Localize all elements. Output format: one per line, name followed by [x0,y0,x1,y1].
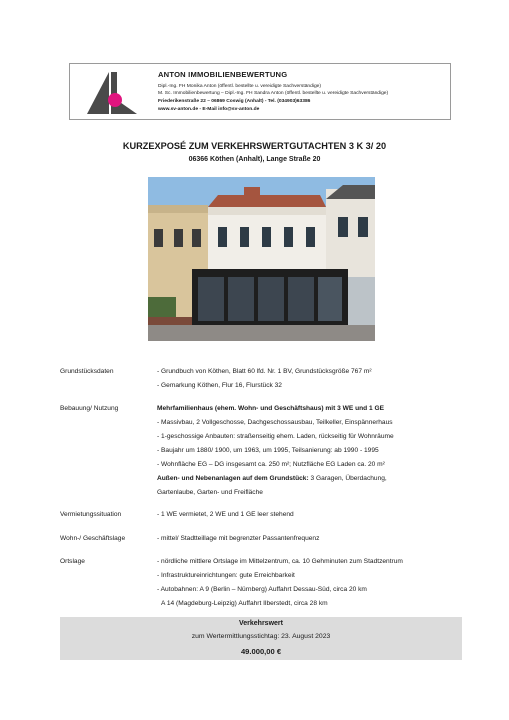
bebauung-line-5: Gartenlaube, Garten- und Freifläche [157,489,263,496]
label-bebauung: Bebauung/ Nutzung [60,405,119,412]
firm-name: ANTON IMMOBILIENBEWERTUNG [158,70,288,79]
verkehrswert-amount: 49.000,00 € [240,647,282,656]
firm-address: Friederikenstraße 22 – 06869 Coswig (Anhalt) - Tel. (034903)63386 [158,99,311,104]
verkehrswert-box [60,617,462,660]
label-ortslage: Ortslage [60,558,85,565]
firm-line-2: M. Sc. Immobilienbewertung – Dipl.-Ing. FH Sandra Anton (öffentl. bestellte u. vereidigte Sachverständige) [158,91,389,96]
bebauung-line-1: - Massivbau, 2 Vollgeschosse, Dachgeschossausbau, Teilkeller, Einspännerhaus [157,419,393,426]
ortslage-line-4: A 14 (Magdeburg-Leipzig) Auffahrt Ilberstedt, circa 28 km [161,600,328,607]
bebauung-heading: Mehrfamilienhaus (ehem. Wohn- und Geschäftshaus) mit 3 WE und 1 GE [157,405,385,412]
bebauung-line-3: - Baujahr um 1880/ 1900, um 1963, um 1995, Teilsanierung: ab 1990 - 1995 [157,447,379,454]
grundstueck-line-1: - Grundbuch von Köthen, Blatt 60 lfd. Nr. 1 BV, Grundstücksgröße 767 m² [157,368,372,375]
label-wohnlage: Wohn-/ Geschäftslage [60,535,126,542]
company-logo-icon [87,70,137,115]
bebauung-line-2: - 1-geschossige Anbauten: straßenseitig ehem. Laden, rückseitig für Wohnräume [157,433,394,440]
firm-line-1: Dipl.-Ing. FH Monika Anton (öffentl. bestellte u. vereidigte Sachverständige) [158,84,322,89]
ortslage-line-3: - Autobahnen: A 9 (Berlin – Nürnberg) Auffahrt Dessau-Süd, circa 20 km [157,586,367,593]
aussenanlagen-text: 3 Garagen, Überdachung, [308,475,387,482]
bebauung-aussenanlagen [157,475,387,482]
ortslage-line-2: - Infrastruktureinrichtungen: gute Erreichbarkeit [157,572,295,579]
label-grundstuecksdaten: Grundstücksdaten [60,368,114,375]
wohnlage-line-1: - mittel/ Stadtteillage mit begrenzter Passantenfrequenz [157,535,320,542]
letterhead [69,63,451,120]
ortslage-line-1: - nördliche mittlere Ortslage im Mittelzentrum, ca. 10 Gehminuten zum Stadtzentrum [157,558,403,565]
building-photo [148,177,375,341]
firm-contact: www.sv-anton.de - E-Mail info@sv-anton.de [158,107,260,112]
document-title: KURZEXPOSÉ ZUM VERKEHRSWERTGUTACHTEN 3 K 3/ 20 [122,141,387,151]
vermietung-line-1: - 1 WE vermietet, 2 WE und 1 GE leer stehend [157,511,294,518]
label-vermietung: Vermietungssituation [60,511,122,518]
grundstueck-line-2: - Gemarkung Köthen, Flur 16, Flurstück 32 [157,382,282,389]
bebauung-line-4: - Wohnfläche EG – DG insgesamt ca. 250 m²; Nutzfläche EG Laden ca. 20 m² [157,461,385,468]
aussenanlagen-heading: Außen- und Nebenanlagen auf dem Grundstück: [157,475,309,482]
verkehrswert-date: zum Wertermittlungsstichtag: 23. August 2023 [191,633,331,640]
property-address: 06366 Köthen (Anhalt), Lange Straße 20 [188,156,321,163]
verkehrswert-title: Verkehrswert [239,620,283,627]
